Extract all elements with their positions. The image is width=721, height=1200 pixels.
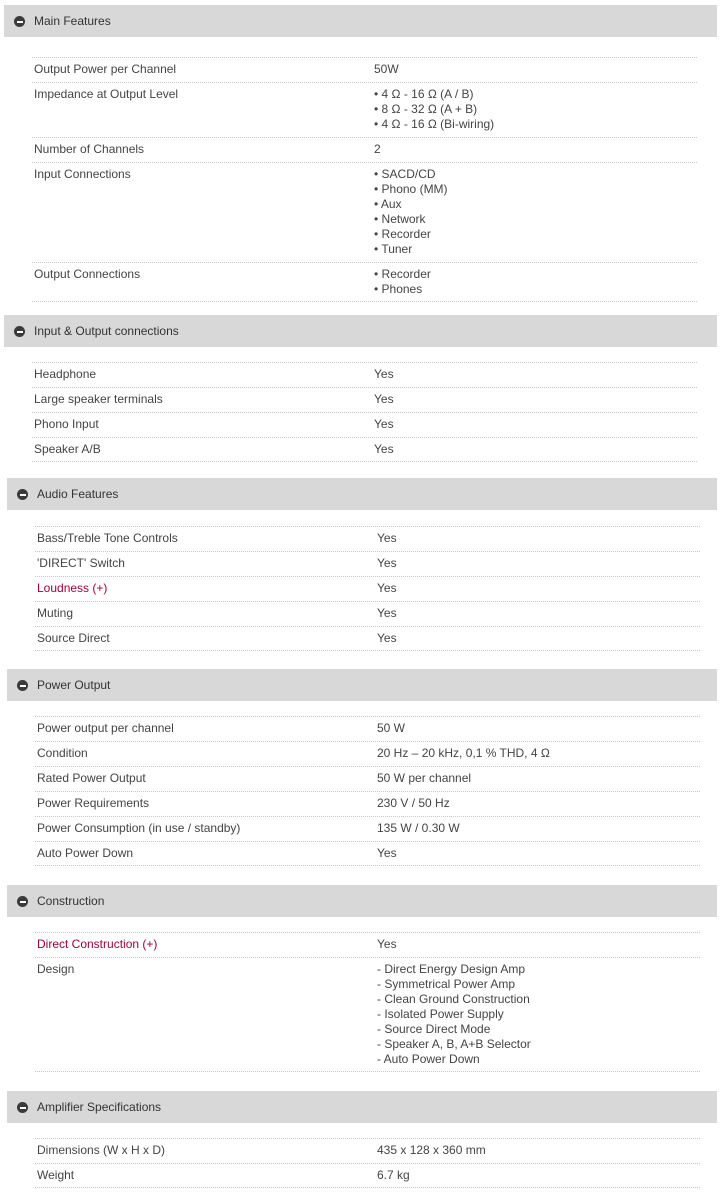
spec-value: [374, 167, 448, 257]
spec-value-line: Yes: [374, 367, 394, 381]
section-header[interactable]: [4, 315, 717, 347]
spec-table: [35, 526, 700, 651]
spec-label: Phono Input: [34, 417, 99, 431]
spec-label: Output Connections: [34, 267, 141, 281]
spec-value: [377, 631, 397, 646]
section-header[interactable]: [7, 478, 717, 510]
spec-value-line: 50 W per channel: [377, 771, 472, 785]
spec-value: [374, 87, 494, 132]
spec-value-line: 435 x 128 x 360 mm: [377, 1143, 486, 1157]
spec-value: [377, 1168, 410, 1183]
spec-label: Muting: [37, 606, 74, 620]
section-title: Construction: [37, 894, 105, 908]
spec-row: [35, 551, 700, 576]
spec-label: Large speaker terminals: [34, 392, 163, 406]
section-title: Power Output: [37, 678, 111, 692]
collapse-minus-icon[interactable]: [17, 489, 28, 500]
spec-label: Source Direct: [37, 631, 110, 645]
spec-value: [374, 392, 394, 407]
spec-value-line: • SACD/CD: [374, 167, 436, 181]
spec-value-line: • Tuner: [374, 242, 413, 256]
spec-label-link[interactable]: Loudness (+): [37, 581, 108, 595]
spec-label: Bass/Treble Tone Controls: [37, 531, 178, 545]
spec-label: Output Power per Channel: [34, 62, 177, 76]
spec-row: [32, 262, 697, 302]
spec-value-line: - Speaker A, B, A+B Selector: [377, 1037, 531, 1051]
collapse-minus-icon[interactable]: [17, 1102, 28, 1113]
spec-value-line: 20 Hz – 20 kHz, 0,1 % THD, 4 Ω: [377, 746, 550, 760]
spec-label: 'DIRECT' Switch: [37, 556, 125, 570]
spec-label: Dimensions (W x H x D): [37, 1143, 166, 1157]
spec-value: [374, 367, 394, 382]
spec-row: [35, 741, 700, 766]
spec-value-line: Yes: [374, 417, 394, 431]
spec-value-line: • 8 Ω - 32 Ω (A + B): [374, 102, 478, 116]
spec-value-line: 2: [374, 142, 381, 156]
spec-value: [374, 267, 431, 297]
spec-value-line: • Recorder: [374, 227, 431, 241]
spec-value-line: Yes: [374, 442, 394, 456]
spec-value-line: - Isolated Power Supply: [377, 1007, 504, 1021]
spec-row: [32, 362, 697, 387]
spec-value: [377, 556, 397, 571]
spec-value-line: - Source Direct Mode: [377, 1022, 491, 1036]
spec-value: [377, 771, 471, 786]
spec-label: Weight: [37, 1168, 75, 1182]
spec-row: [35, 1138, 700, 1163]
section-title: Amplifier Specifications: [37, 1100, 162, 1114]
spec-value-line: Yes: [374, 392, 394, 406]
spec-row: [32, 137, 697, 162]
spec-row: [35, 716, 700, 741]
spec-row: [32, 412, 697, 437]
spec-value: [377, 1143, 486, 1158]
spec-value: [377, 796, 450, 811]
spec-value-line: 135 W / 0.30 W: [377, 821, 460, 835]
spec-label: Rated Power Output: [37, 771, 146, 785]
spec-value-line: Yes: [377, 606, 397, 620]
spec-value-line: • 4 Ω - 16 Ω (Bi-wiring): [374, 117, 495, 131]
spec-row: [32, 437, 697, 462]
spec-value-line: Yes: [377, 581, 397, 595]
section-header[interactable]: [7, 1091, 717, 1123]
spec-value: [377, 531, 397, 546]
spec-value: [377, 581, 397, 596]
spec-value-line: 50 W: [377, 721, 406, 735]
spec-value-line: Yes: [377, 937, 397, 951]
spec-table: [35, 932, 700, 1072]
spec-label: Speaker A/B: [34, 442, 101, 456]
spec-value-line: Yes: [377, 531, 397, 545]
spec-row: [32, 162, 697, 262]
section-header[interactable]: [7, 669, 717, 701]
spec-label: Number of Channels: [34, 142, 145, 156]
spec-value-line: 230 V / 50 Hz: [377, 796, 450, 810]
collapse-minus-icon[interactable]: [14, 16, 25, 27]
spec-row: [35, 841, 700, 866]
spec-table: [35, 1138, 700, 1188]
spec-value-line: 50W: [374, 62, 399, 76]
section-title: Main Features: [34, 14, 111, 28]
spec-value: [374, 62, 399, 77]
spec-label: Auto Power Down: [37, 846, 134, 860]
spec-row: [35, 626, 700, 651]
spec-value-line: • 4 Ω - 16 Ω (A / B): [374, 87, 474, 101]
spec-table: [32, 57, 697, 302]
spec-value: [377, 721, 405, 736]
collapse-minus-icon[interactable]: [17, 680, 28, 691]
spec-row: [32, 387, 697, 412]
section-title: Audio Features: [37, 487, 119, 501]
section-title: Input & Output connections: [34, 324, 179, 338]
spec-row: [35, 601, 700, 626]
spec-value: [374, 442, 394, 457]
spec-label: Power Consumption (in use / standby): [37, 821, 241, 835]
spec-row: [32, 82, 697, 137]
spec-value: [377, 746, 550, 761]
spec-value-line: Yes: [377, 631, 397, 645]
spec-row: [35, 957, 700, 1072]
spec-label-link[interactable]: Direct Construction (+): [37, 937, 158, 951]
spec-row: [35, 932, 700, 957]
spec-label: Input Connections: [34, 167, 131, 181]
spec-row: [35, 766, 700, 791]
collapse-minus-icon[interactable]: [17, 896, 28, 907]
spec-table: [32, 362, 697, 462]
spec-label: Design: [37, 962, 75, 976]
spec-row: [35, 1163, 700, 1188]
spec-value-line: Yes: [377, 556, 397, 570]
spec-row: [35, 576, 700, 601]
spec-label: Power output per channel: [37, 721, 174, 735]
spec-value: [374, 142, 381, 157]
spec-value: [377, 821, 460, 836]
spec-value: [377, 962, 531, 1067]
spec-label: Headphone: [34, 367, 97, 381]
spec-row: [35, 526, 700, 551]
spec-value: [374, 417, 394, 432]
spec-value-line: • Phono (MM): [374, 182, 448, 196]
spec-value-line: Yes: [377, 846, 397, 860]
spec-row: [35, 816, 700, 841]
section-header[interactable]: [7, 885, 717, 917]
spec-value-line: - Direct Energy Design Amp: [377, 962, 526, 976]
spec-label: Condition: [37, 746, 88, 760]
spec-row: [32, 57, 697, 82]
section-header[interactable]: [4, 5, 717, 37]
spec-value: [377, 937, 397, 952]
spec-table: [35, 716, 700, 866]
spec-value-line: - Symmetrical Power Amp: [377, 977, 516, 991]
spec-value-line: • Recorder: [374, 267, 431, 281]
spec-value: [377, 846, 397, 861]
spec-label: Power Requirements: [37, 796, 150, 810]
spec-value-line: - Clean Ground Construction: [377, 992, 530, 1006]
spec-value-line: • Phones: [374, 282, 423, 296]
spec-label: Impedance at Output Level: [34, 87, 179, 101]
spec-row: [35, 791, 700, 816]
spec-value-line: - Auto Power Down: [377, 1052, 480, 1066]
spec-value-line: • Aux: [374, 197, 402, 211]
spec-value: [377, 606, 397, 621]
spec-value-line: 6.7 kg: [377, 1168, 410, 1182]
spec-value-line: • Network: [374, 212, 426, 226]
collapse-minus-icon[interactable]: [14, 326, 25, 337]
